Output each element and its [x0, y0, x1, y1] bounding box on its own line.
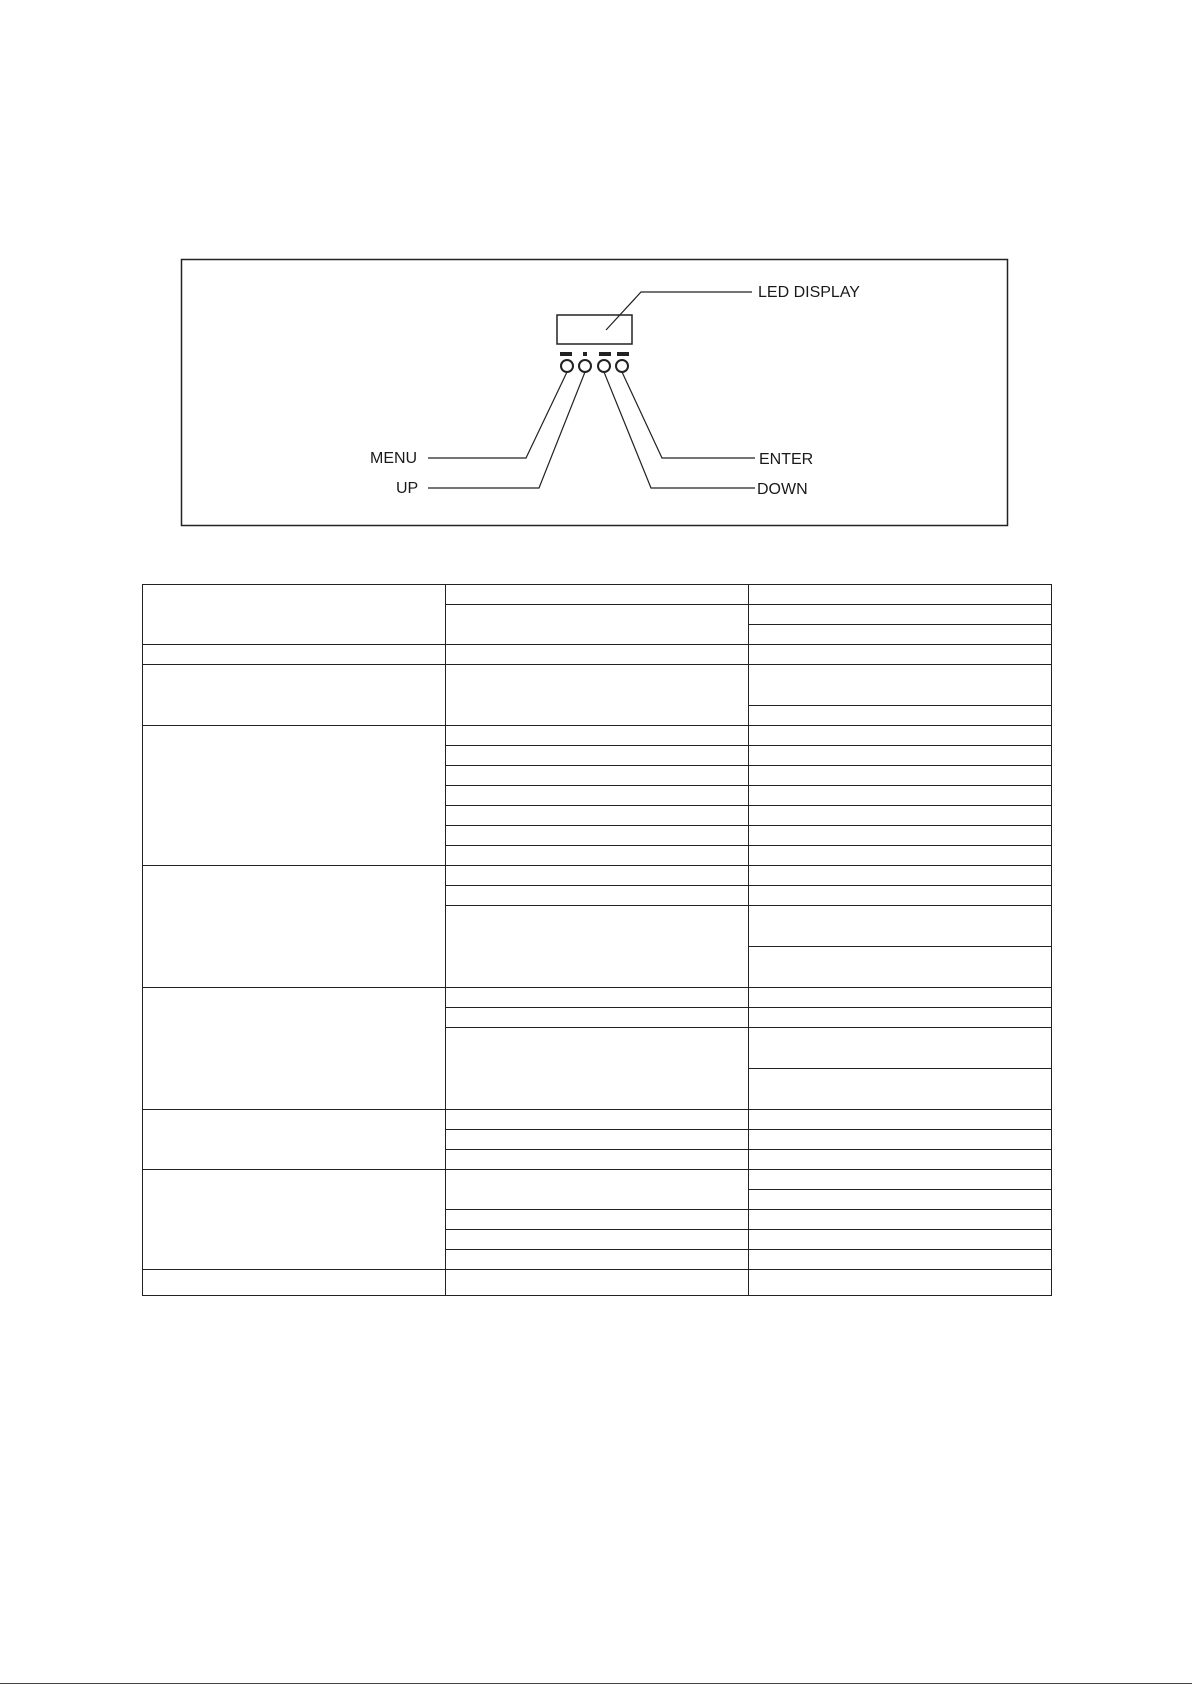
control-panel-diagram [0, 0, 1192, 540]
table-cell [446, 866, 749, 886]
table-cell [749, 1210, 1052, 1230]
table-cell [749, 665, 1052, 706]
table-cell [749, 1230, 1052, 1250]
table-cell [143, 988, 446, 1110]
table-cell [446, 1150, 749, 1170]
enter-leader [622, 372, 755, 458]
table-cell [446, 906, 749, 988]
table-row [143, 988, 1052, 1008]
table-cell [749, 866, 1052, 886]
table-cell [446, 988, 749, 1008]
table-cell [446, 1250, 749, 1270]
table-cell [749, 625, 1052, 645]
down-button[interactable] [598, 360, 610, 372]
enter-button[interactable] [616, 360, 628, 372]
led-display [557, 315, 632, 344]
table-cell [446, 1230, 749, 1250]
button-captions [560, 352, 629, 356]
table-cell [749, 585, 1052, 605]
table-cell [749, 1008, 1052, 1028]
table-cell [143, 645, 446, 665]
table-cell [749, 1130, 1052, 1150]
table-cell [143, 1270, 446, 1296]
table-cell [749, 826, 1052, 846]
table-cell [749, 906, 1052, 947]
table-cell [143, 866, 446, 988]
table-cell [749, 1190, 1052, 1210]
table-cell [749, 1028, 1052, 1069]
table-row [143, 726, 1052, 746]
down-label: DOWN [757, 481, 808, 498]
table-cell [143, 726, 446, 866]
table-row [143, 585, 1052, 605]
table-cell [446, 585, 749, 605]
table-cell [446, 1008, 749, 1028]
table-cell [446, 1270, 749, 1296]
menu-structure-table [142, 584, 1052, 1296]
menu-label: MENU [370, 450, 418, 467]
table-cell [446, 726, 749, 746]
table-row [143, 866, 1052, 886]
table-cell [749, 746, 1052, 766]
table-cell [143, 585, 446, 645]
table-cell [446, 605, 749, 645]
table-cell [749, 1069, 1052, 1110]
page-bottom-rule [0, 1683, 1192, 1684]
table-cell [446, 665, 749, 726]
table-cell [446, 1170, 749, 1210]
table-row [143, 1110, 1052, 1130]
table-cell [143, 665, 446, 726]
down-leader [604, 372, 755, 488]
menu-button[interactable] [561, 360, 573, 372]
table-cell [749, 806, 1052, 826]
table-cell [749, 726, 1052, 746]
led-display-label: LED DISPLAY [758, 284, 860, 301]
table-cell [446, 826, 749, 846]
table-cell [749, 1170, 1052, 1190]
table-cell [446, 806, 749, 826]
menu-leader [428, 372, 567, 458]
table-cell [446, 846, 749, 866]
diagram-frame [182, 260, 1008, 526]
table-cell [749, 605, 1052, 625]
table-cell [446, 786, 749, 806]
table-row [143, 1170, 1052, 1190]
table-cell [749, 786, 1052, 806]
table-cell [749, 766, 1052, 786]
table-cell [749, 1150, 1052, 1170]
up-leader [428, 372, 585, 488]
table-cell [446, 645, 749, 665]
table-cell [446, 1110, 749, 1130]
table-cell [749, 988, 1052, 1008]
table-cell [143, 1110, 446, 1170]
table-row [143, 665, 1052, 706]
up-button[interactable] [579, 360, 591, 372]
table-row [143, 1270, 1052, 1296]
table-cell [749, 1110, 1052, 1130]
table-row [143, 645, 1052, 665]
table-cell [749, 645, 1052, 665]
table-cell [446, 746, 749, 766]
table-cell [749, 1270, 1052, 1296]
table-cell [749, 886, 1052, 906]
table-cell [446, 1210, 749, 1230]
table-cell [143, 1170, 446, 1270]
up-label: UP [396, 480, 419, 497]
table-cell [446, 1028, 749, 1110]
table-cell [446, 766, 749, 786]
enter-label: ENTER [759, 451, 814, 468]
table-cell [446, 886, 749, 906]
table-cell [749, 1250, 1052, 1270]
table-cell [749, 706, 1052, 726]
table-cell [749, 947, 1052, 988]
table-cell [749, 846, 1052, 866]
table-cell [446, 1130, 749, 1150]
